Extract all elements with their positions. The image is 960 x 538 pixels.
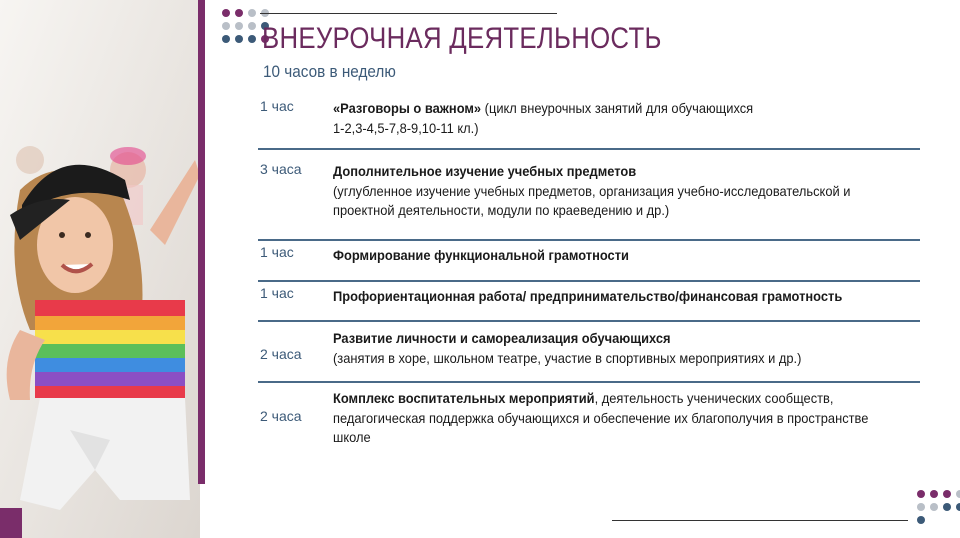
- row-divider: [258, 148, 920, 150]
- row-divider: [258, 239, 920, 241]
- item-title: Развитие личности и самореализация обучающихся: [333, 330, 671, 346]
- item-text: [333, 389, 885, 448]
- row-divider: [258, 280, 920, 282]
- decorative-dots-bottom: [917, 490, 960, 524]
- item-text: [333, 162, 885, 221]
- footer-rule: [612, 520, 908, 521]
- item-text: [333, 246, 885, 266]
- item-description: , деятельность ученических сообществ,: [594, 390, 834, 406]
- hours-label: 2 часа: [260, 346, 302, 362]
- hours-label: 2 часа: [260, 408, 302, 424]
- item-description: (углубленное изучение учебных предметов, организация учебно-исследовательской и: [333, 182, 851, 199]
- item-description: (занятия в хоре, школьном театре, участие в спортивных мероприятиях и др.): [333, 349, 802, 366]
- item-description: школе: [333, 429, 371, 445]
- item-title: Профориентационная работа/ предпринимательство/финансовая грамотность: [333, 288, 843, 304]
- hours-label: 1 час: [260, 285, 294, 301]
- hours-label: 1 час: [260, 244, 294, 260]
- accent-corner-square: [0, 508, 22, 538]
- item-title: Формирование функциональной грамотности: [333, 247, 629, 263]
- row-divider: [258, 381, 920, 383]
- item-text: [333, 287, 885, 307]
- hours-label: 3 часа: [260, 161, 302, 177]
- page-title: ВНЕУРОЧНАЯ ДЕЯТЕЛЬНОСТЬ: [262, 22, 662, 55]
- item-description: проектной деятельности, модули по краеведению и др.): [333, 202, 670, 218]
- row-divider: [258, 320, 920, 322]
- item-title: «Разговоры о важном»: [333, 100, 482, 116]
- hero-photo-dancing-girl: [0, 0, 200, 538]
- item-title: Дополнительное изучение учебных предметов: [333, 163, 637, 179]
- item-text: [333, 99, 885, 138]
- header-rule: [260, 13, 557, 14]
- item-text: [333, 329, 885, 368]
- page-subtitle: 10 часов в неделю: [263, 62, 396, 81]
- item-description: (цикл внеурочных занятий для обучающихся: [481, 100, 754, 116]
- item-description: педагогическая поддержка обучающихся и обеспечение их благополучия в пространстве: [333, 409, 869, 426]
- item-title: Комплекс воспитательных мероприятий: [333, 390, 595, 406]
- accent-vertical-bar: [198, 0, 205, 484]
- hours-label: 1 час: [260, 98, 294, 114]
- item-description: 1-2,3-4,5-7,8-9,10-11 кл.): [333, 119, 479, 136]
